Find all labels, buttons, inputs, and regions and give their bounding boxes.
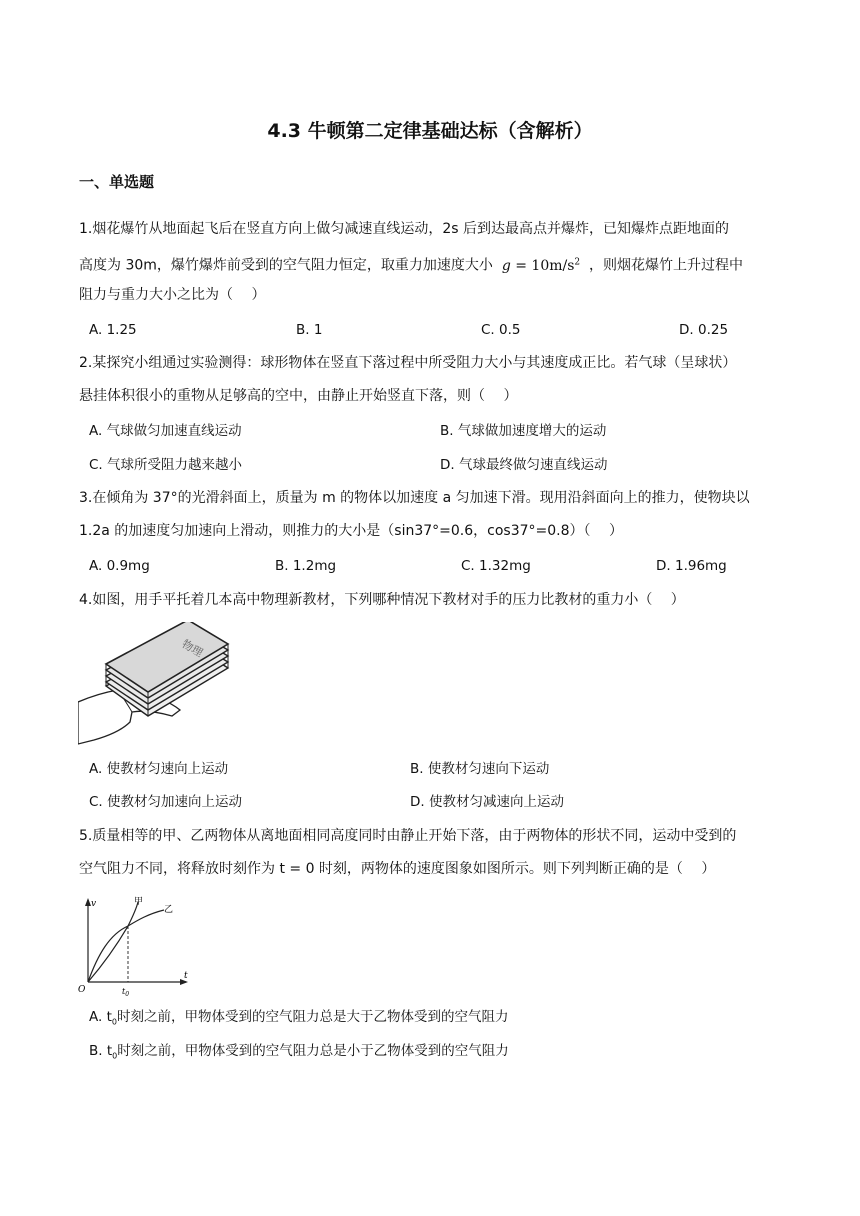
q1-line1: 1.烟花爆竹从地面起飞后在竖直方向上做匀减速直线运动，2s 后到达最高点并爆炸，已知爆炸点距地面的	[79, 221, 730, 237]
q5-option-a[interactable]	[89, 1007, 508, 1033]
q5-option-b[interactable]	[89, 1041, 509, 1067]
q1-line2-post: ，则烟花爆竹上升过程中	[589, 257, 744, 274]
q5-option-a-sub: 0	[111, 1017, 117, 1027]
q1-option-c[interactable]: C. 0.5	[481, 322, 521, 338]
q5-line2: 空气阻力不同，将释放时刻作为 t = 0 时刻，两物体的速度图象如图所示。则下列判断正确的是（ ）	[79, 861, 716, 877]
q3-option-d[interactable]: D. 1.96mg	[656, 558, 727, 574]
q4-line1: 4.如图，用手平托着几本高中物理新教材，下列哪种情况下教材对手的压力比教材的重力小（ ）	[79, 592, 685, 608]
formula-eq: = 10m/s	[510, 257, 575, 274]
curve-jia-label: 甲	[134, 897, 144, 907]
q3-line1: 3.在倾角为 37°的光滑斜面上，质量为 m 的物体以加速度 a 匀加速下滑。现用沿斜面向上的推力，使物块以	[79, 490, 750, 506]
q2-option-d[interactable]: D. 气球最终做匀速直线运动	[440, 457, 608, 473]
q5-line1: 5.质量相等的甲、乙两物体从离地面相同高度同时由静止开始下落，由于两物体的形状不同，运动中受到的	[79, 828, 737, 844]
q3-option-b[interactable]: B. 1.2mg	[275, 558, 337, 574]
q1-line2-pre: 高度为 30m，爆竹爆炸前受到的空气阻力恒定，取重力加速度大小	[79, 257, 493, 274]
q1-option-a[interactable]: A. 1.25	[89, 322, 137, 338]
q3-option-c[interactable]: C. 1.32mg	[461, 558, 531, 574]
book-label: 物理	[179, 637, 206, 660]
t0-label: $t_0$	[122, 987, 130, 998]
q4-option-c[interactable]: C. 使教材匀加速向上运动	[89, 794, 243, 810]
q5-option-b-pre: B. t	[89, 1043, 113, 1059]
q3-line2: 1.2a 的加速度匀加速向上滑动，则推力的大小是（sin37°=0.6，cos37°=0.8）（ ）	[79, 523, 623, 539]
q2-line1: 2.某探究小组通过实验测得：球形物体在竖直下落过程中所受阻力大小与其速度成正比。若气球（呈球状）	[79, 355, 737, 371]
section-heading: 一、单选题	[79, 173, 155, 191]
q4-option-a[interactable]: A. 使教材匀速向上运动	[89, 761, 229, 777]
velocity-time-graph	[76, 892, 196, 1000]
q2-line2: 悬挂体积很小的重物从足够高的空中，由静止开始竖直下落，则（ ）	[79, 388, 518, 404]
curve-yi	[88, 910, 164, 982]
t-axis-label: t	[184, 971, 188, 981]
formula-sup: 2	[574, 257, 581, 267]
v-axis-label: v	[91, 899, 97, 909]
curve-yi-label: 乙	[164, 905, 174, 915]
q1-line3: 阻力与重力大小之比为（ ）	[79, 287, 266, 303]
q1-formula	[497, 258, 584, 274]
curve-jia	[88, 902, 138, 982]
q2-option-b[interactable]: B. 气球做加速度增大的运动	[440, 423, 607, 439]
origin-label: O	[78, 985, 86, 995]
q2-option-c[interactable]: C. 气球所受阻力越来越小	[89, 457, 243, 473]
q5-option-b-sub: 0	[112, 1051, 118, 1061]
q4-option-b[interactable]: B. 使教材匀速向下运动	[410, 761, 550, 777]
q5-option-b-text: 时刻之前，甲物体受到的空气阻力总是小于乙物体受到的空气阻力	[117, 1043, 509, 1059]
page-title: 4.3 牛顿第二定律基础达标（含解析）	[267, 120, 593, 142]
hand-holding-books-figure	[78, 622, 238, 748]
q5-option-a-pre: A. t	[89, 1009, 112, 1025]
q1-option-d[interactable]: D. 0.25	[679, 322, 729, 338]
q5-option-a-text: 时刻之前，甲物体受到的空气阻力总是大于乙物体受到的空气阻力	[116, 1009, 509, 1025]
q1-line2	[79, 252, 743, 276]
formula-g: g	[501, 257, 511, 274]
q2-option-a[interactable]: A. 气球做匀加速直线运动	[89, 423, 242, 439]
q1-option-b[interactable]: B. 1	[296, 322, 323, 338]
q3-option-a[interactable]: A. 0.9mg	[89, 558, 150, 574]
q4-option-d[interactable]: D. 使教材匀减速向上运动	[410, 794, 564, 810]
